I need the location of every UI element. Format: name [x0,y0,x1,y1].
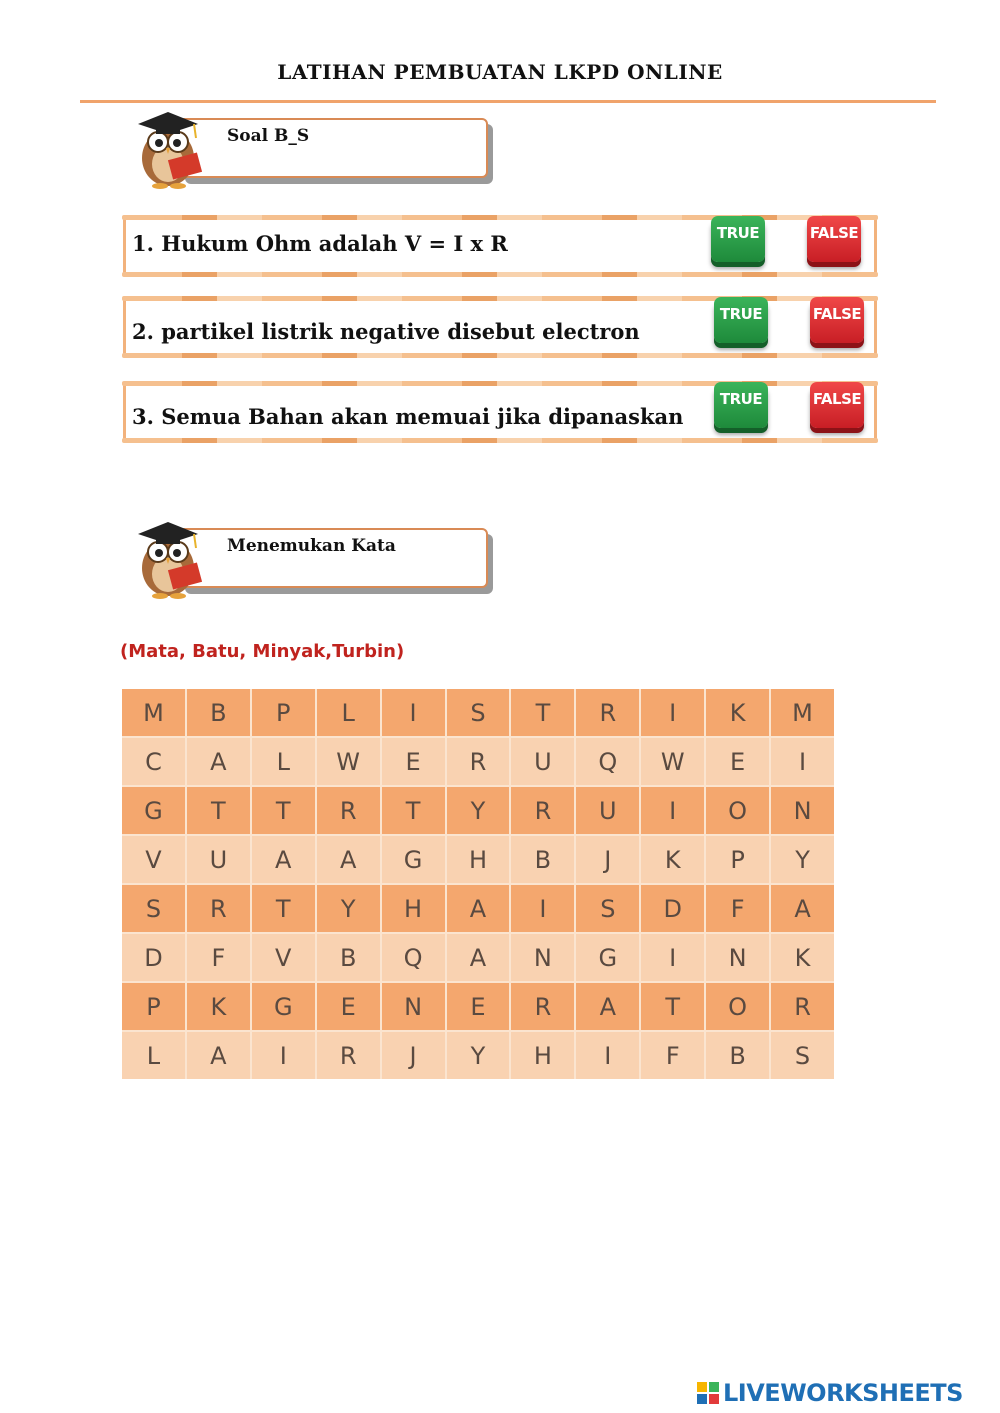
grid-cell[interactable]: Q [382,934,445,981]
grid-cell[interactable]: I [771,738,834,785]
grid-cell[interactable]: T [511,689,574,736]
owl-mascot-icon [130,514,210,600]
grid-cell[interactable]: T [382,787,445,834]
grid-cell[interactable]: Y [771,836,834,883]
grid-cell[interactable]: A [447,934,510,981]
grid-cell[interactable]: D [122,934,185,981]
question-row [123,384,877,440]
grid-cell[interactable]: I [252,1032,315,1079]
grid-cell[interactable]: I [511,885,574,932]
grid-cell[interactable]: L [317,689,380,736]
grid-cell[interactable]: W [317,738,380,785]
grid-cell[interactable]: S [122,885,185,932]
section-header-word-search [130,522,500,604]
section-title: Soal B_S [227,126,310,146]
grid-cell[interactable]: M [771,689,834,736]
grid-cell[interactable]: H [447,836,510,883]
grid-cell[interactable]: R [511,787,574,834]
grid-cell[interactable]: A [771,885,834,932]
grid-cell[interactable]: T [252,787,315,834]
grid-cell[interactable]: Y [447,1032,510,1079]
false-button[interactable]: FALSE [807,216,861,262]
grid-cell[interactable]: A [447,885,510,932]
grid-cell[interactable]: A [317,836,380,883]
word-search-grid [122,689,834,1079]
grid-cell[interactable]: R [576,689,639,736]
grid-cell[interactable]: E [382,738,445,785]
grid-cell[interactable]: T [187,787,250,834]
grid-cell[interactable]: G [382,836,445,883]
grid-cell[interactable]: G [576,934,639,981]
section-header-true-false [130,112,500,194]
document-title: LATIHAN PEMBUATAN LKPD ONLINE [277,60,723,84]
grid-cell[interactable]: H [382,885,445,932]
grid-cell[interactable]: N [511,934,574,981]
question-text: 2. partikel listrik negative disebut electron [132,319,640,344]
grid-cell[interactable]: E [706,738,769,785]
question-row [123,218,877,274]
true-button[interactable]: TRUE [714,297,768,343]
brand-name: LIVEWORKSHEETS [723,1379,963,1407]
grid-cell[interactable]: E [317,983,380,1030]
liveworksheets-logo-icon [697,1382,719,1404]
grid-cell[interactable]: I [382,689,445,736]
question-text: 1. Hukum Ohm adalah V = I x R [132,231,508,256]
grid-cell[interactable]: G [122,787,185,834]
grid-cell[interactable]: A [187,1032,250,1079]
grid-cell[interactable]: K [641,836,704,883]
grid-cell[interactable]: V [252,934,315,981]
grid-cell[interactable]: T [641,983,704,1030]
grid-cell[interactable]: P [706,836,769,883]
grid-cell[interactable]: R [771,983,834,1030]
grid-cell[interactable]: U [187,836,250,883]
question-text: 3. Semua Bahan akan memuai jika dipanaskan [132,404,684,429]
grid-cell[interactable]: B [187,689,250,736]
grid-cell[interactable]: K [706,689,769,736]
grid-cell[interactable]: A [252,836,315,883]
grid-cell[interactable]: N [706,934,769,981]
grid-cell[interactable]: A [576,983,639,1030]
grid-cell[interactable]: S [447,689,510,736]
grid-cell[interactable]: R [447,738,510,785]
false-button[interactable]: FALSE [810,297,864,343]
section-title: Menemukan Kata [227,536,396,556]
grid-cell[interactable]: I [576,1032,639,1079]
grid-cell[interactable]: G [252,983,315,1030]
grid-cell[interactable]: P [122,983,185,1030]
title-divider [80,100,936,103]
grid-cell[interactable]: R [317,787,380,834]
header-panel [178,118,488,178]
false-button[interactable]: FALSE [810,382,864,428]
grid-cell[interactable]: I [641,689,704,736]
grid-cell[interactable]: U [576,787,639,834]
grid-cell[interactable]: S [576,885,639,932]
grid-cell[interactable]: O [706,983,769,1030]
grid-cell[interactable]: H [511,1032,574,1079]
grid-cell[interactable]: I [641,934,704,981]
grid-cell[interactable]: V [122,836,185,883]
grid-cell[interactable]: O [706,787,769,834]
grid-cell[interactable]: N [771,787,834,834]
grid-cell[interactable]: B [706,1032,769,1079]
grid-cell[interactable]: T [252,885,315,932]
grid-cell[interactable]: J [382,1032,445,1079]
grid-cell[interactable]: E [447,983,510,1030]
grid-cell[interactable]: A [187,738,250,785]
grid-cell[interactable]: Y [317,885,380,932]
grid-cell[interactable]: N [382,983,445,1030]
grid-cell[interactable]: J [576,836,639,883]
grid-cell[interactable]: F [187,934,250,981]
grid-cell[interactable]: I [641,787,704,834]
true-button[interactable]: TRUE [711,216,765,262]
question-row [123,299,877,355]
grid-cell[interactable]: L [122,1032,185,1079]
grid-cell[interactable]: R [187,885,250,932]
grid-cell[interactable]: S [771,1032,834,1079]
grid-cell[interactable]: C [122,738,185,785]
grid-cell[interactable]: M [122,689,185,736]
true-button[interactable]: TRUE [714,382,768,428]
grid-cell[interactable]: R [317,1032,380,1079]
grid-cell[interactable]: F [706,885,769,932]
grid-cell[interactable]: B [317,934,380,981]
grid-cell[interactable]: K [771,934,834,981]
grid-cell[interactable]: Q [576,738,639,785]
grid-cell[interactable]: W [641,738,704,785]
footer-brand [697,1378,963,1408]
grid-cell[interactable]: U [511,738,574,785]
grid-cell[interactable]: K [187,983,250,1030]
word-hint: (Mata, Batu, Minyak,Turbin) [120,641,405,662]
grid-cell[interactable]: P [252,689,315,736]
grid-cell[interactable]: F [641,1032,704,1079]
grid-cell[interactable]: L [252,738,315,785]
grid-cell[interactable]: Y [447,787,510,834]
grid-cell[interactable]: D [641,885,704,932]
grid-cell[interactable]: B [511,836,574,883]
grid-cell[interactable]: R [511,983,574,1030]
owl-mascot-icon [130,104,210,190]
